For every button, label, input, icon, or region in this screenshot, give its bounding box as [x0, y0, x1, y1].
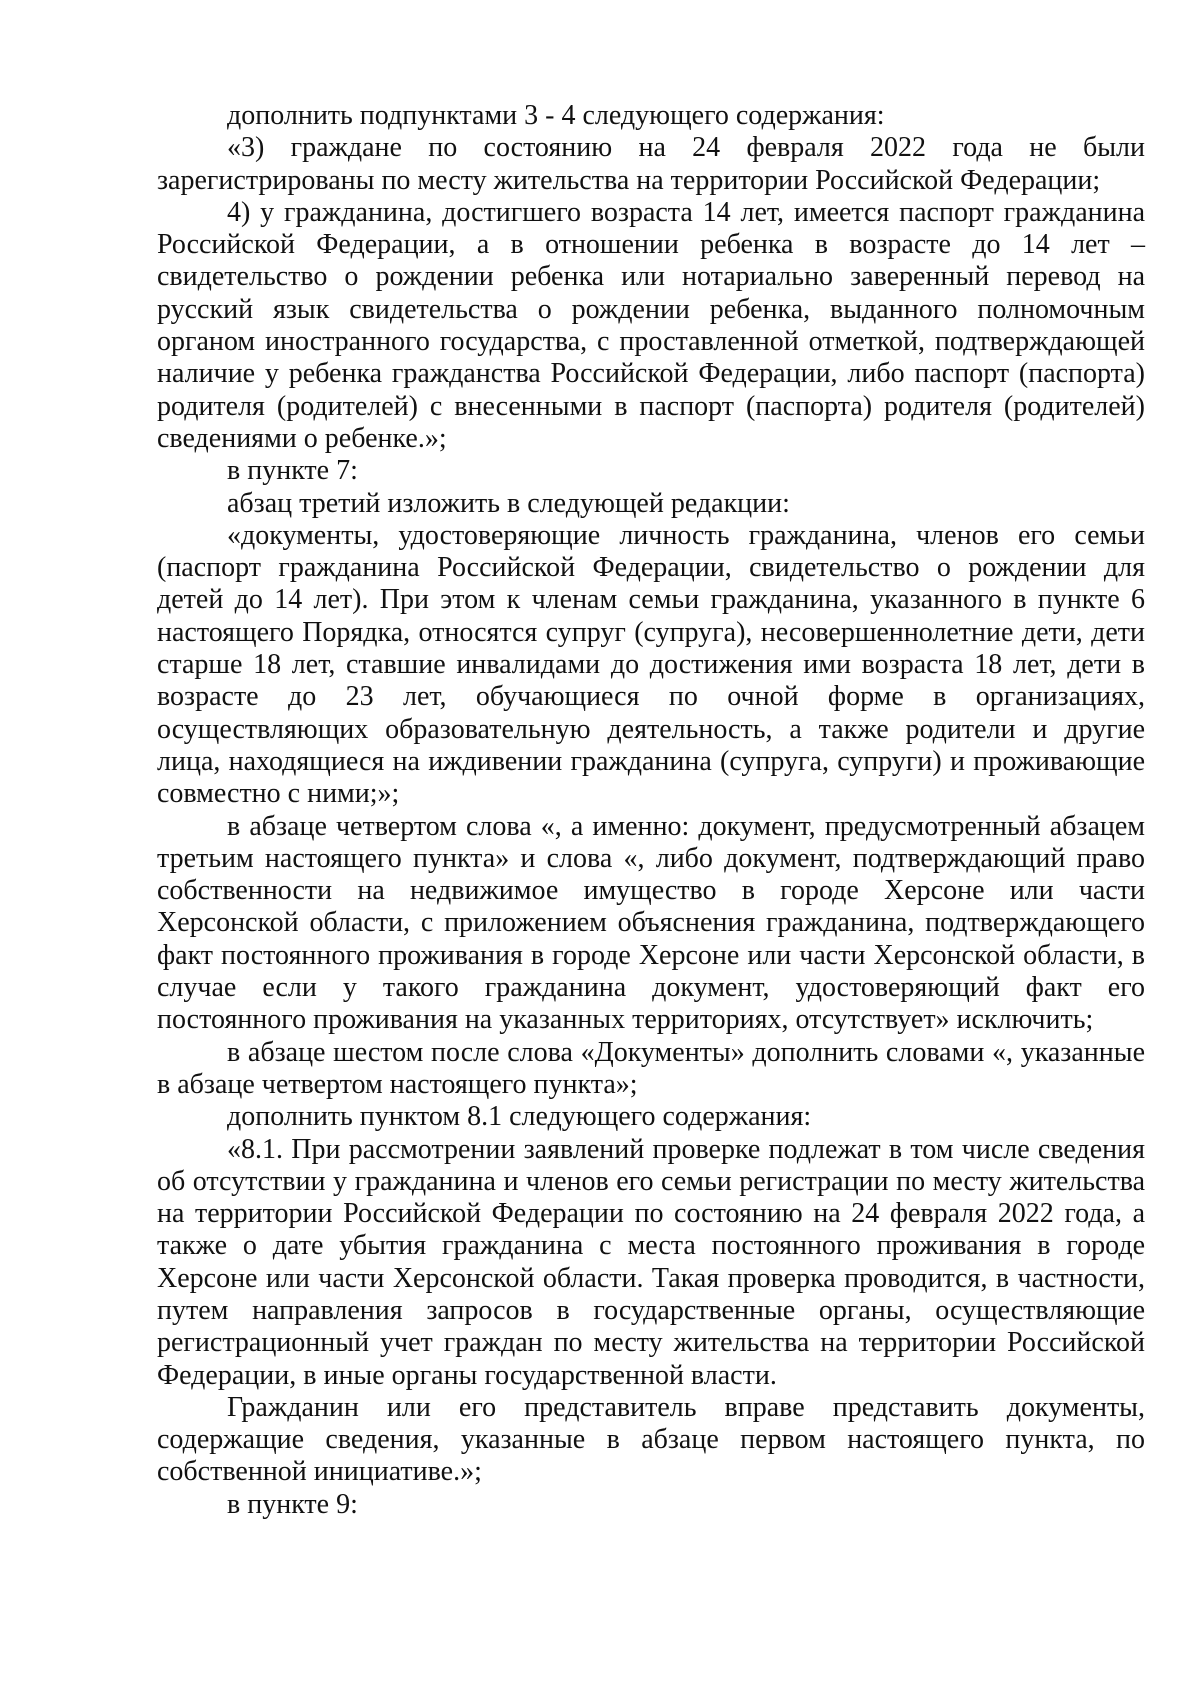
paragraph: абзац третий изложить в следующей редакции:: [227, 487, 790, 519]
paragraph: в абзаце четвертом слова «, а именно: документ, предусмотренный абзацем третьим настоящего пункта» и слова «, либо документ, подтверждающий право собственности на недвижимое имущество в городе Херсоне или части Херсонской области, с приложением объяснения гражданина, подтверждающего факт постоянного проживания в городе Херсоне или части Херсонской области, в случае если у такого гражданина документ, удостоверяющий факт его постоянного проживания на указанных территориях, отсутствует» исключить;: [157, 810, 1145, 1036]
paragraph: «3) граждане по состоянию на 24 февраля 2022 года не были зарегистрированы по месту жительства на территории Российской Федерации;: [157, 132, 1145, 196]
paragraph: дополнить пунктом 8.1 следующего содержания:: [227, 1101, 812, 1133]
paragraph: 4) у гражданина, достигшего возраста 14 лет, имеется паспорт гражданина Российской Федерации, а в отношении ребенка в возрасте до 14 лет – свидетельство о рождении ребенка или нотариально заверенный перевод на русский язык свидетельства о рождении ребенка, выданного полномочным органом иностранного государства, с проставленной отметкой, подтверждающей наличие у ребенка гражданства Российской Федерации, либо паспорт (паспорта) родителя (родителей) с внесенными в паспорт (паспорта) родителя (родителей) сведениями о ребенке.»;: [157, 196, 1145, 454]
paragraph: дополнить подпунктами 3 - 4 следующего содержания:: [227, 100, 885, 131]
paragraph: в пункте 9:: [227, 1488, 358, 1520]
document-body: [157, 100, 1145, 1521]
paragraph: Гражданин или его представитель вправе представить документы, содержащие сведения, указанные в абзаце первом настоящего пункта, по собственной инициативе.»;: [157, 1391, 1145, 1488]
paragraph: «документы, удостоверяющие личность гражданина, членов его семьи (паспорт гражданина Российской Федерации, свидетельство о рождении для детей до 14 лет). При этом к членам семьи гражданина, указанного в пункте 6 настоящего Порядка, относятся супруг (супруга), несовершеннолетние дети, дети старше 18 лет, ставшие инвалидами до достижения ими возраста 18 лет, дети в возрасте до 23 лет, обучающиеся по очной форме в организациях, осуществляющих образовательную деятельность, а также родители и другие лица, находящиеся на иждивении гражданина (супруга, супруги) и проживающие совместно с ними;»;: [157, 519, 1145, 810]
paragraph: в пункте 7:: [227, 455, 358, 487]
paragraph: в абзаце шестом после слова «Документы» дополнить словами «, указанные в абзаце четвертом настоящего пункта»;: [157, 1036, 1145, 1100]
paragraph: «8.1. При рассмотрении заявлений проверке подлежат в том числе сведения об отсутствии у гражданина и членов его семьи регистрации по месту жительства на территории Российской Федерации по состоянию на 24 февраля 2022 года, а также о дате убытия гражданина с места постоянного проживания в городе Херсоне или части Херсонской области. Такая проверка проводится, в частности, путем направления запросов в государственные органы, осуществляющие регистрационный учет граждан по месту жительства на территории Российской Федерации, в иные органы государственной власти.: [157, 1133, 1145, 1391]
